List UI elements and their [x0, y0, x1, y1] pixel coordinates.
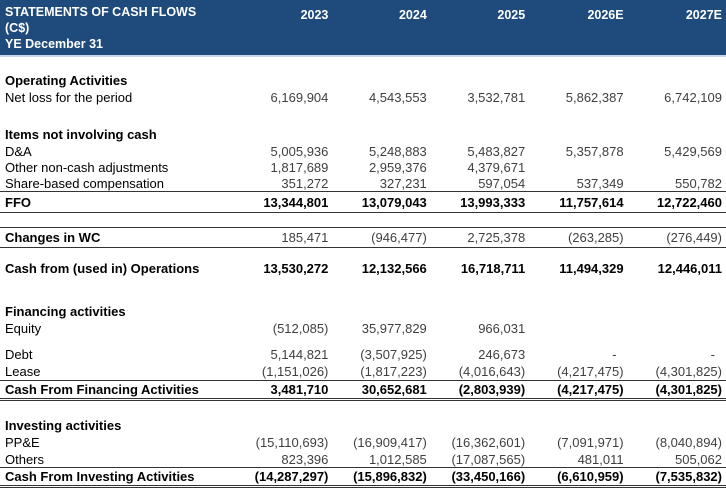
row-label: Financing activities [5, 304, 126, 319]
value-cell-2024: (3,507,925) [360, 347, 427, 362]
statement-title-line-3: YE December 31 [5, 37, 103, 51]
value-cell-2024: 13,079,043 [361, 194, 427, 210]
value-cell-2023: 351,272 [281, 175, 329, 191]
row-label: Cash from (used in) Operations [5, 260, 200, 276]
row-label: Other non-cash adjustments [5, 159, 169, 175]
value-cell-2023: 1,817,689 [270, 159, 329, 175]
value-cell-2024: 12,132,566 [361, 260, 427, 276]
table-row [0, 434, 726, 451]
value-cell-2023: 5,005,936 [270, 143, 329, 159]
year-column-header-2024: 2024 [398, 8, 427, 22]
value-cell-2023: 13,530,272 [263, 260, 329, 276]
value-cell-2027e: (276,449) [666, 230, 722, 245]
value-cell-2027e: 6,742,109 [664, 89, 722, 105]
value-cell-2023: 6,169,904 [270, 89, 329, 105]
spacer-row [0, 57, 726, 72]
value-cell-2023: 185,471 [281, 230, 329, 245]
value-cell-2023: 3,481,710 [270, 382, 329, 397]
value-cell-2023: (15,110,693) [255, 435, 329, 450]
value-cell-2025: 4,379,671 [467, 159, 526, 175]
table-header [0, 0, 726, 57]
section-row [0, 126, 726, 143]
row-label: PP&E [5, 435, 40, 450]
value-cell-2026e: (4,217,475) [557, 382, 624, 397]
value-cell-2023: (14,287,297) [254, 469, 329, 484]
value-cell-2027e: (7,535,832) [655, 469, 722, 484]
section-row [0, 72, 726, 89]
table-row [0, 159, 726, 175]
value-cell-2026e: 11,757,614 [559, 194, 624, 210]
value-cell-2024: 4,543,553 [368, 89, 427, 105]
value-cell-2026e: (7,091,971) [557, 435, 624, 450]
value-cell-2026e: 537,349 [576, 175, 624, 191]
year-column-header-2027e: 2027E [685, 8, 722, 22]
value-cell-2026e: 481,011 [577, 451, 624, 467]
table-row [0, 451, 726, 468]
statement-title-line-1: STATEMENTS OF CASH FLOWS [5, 5, 197, 19]
value-cell-2025: (2,803,939) [458, 382, 526, 397]
value-cell-2027e: 12,446,011 [657, 260, 722, 276]
value-cell-2023: (1,151,026) [261, 364, 329, 379]
value-cell-2024: 5,248,883 [368, 143, 427, 159]
value-cell-2025: 966,031 [478, 321, 526, 336]
table-row [0, 89, 726, 105]
row-label: Items not involving cash [5, 127, 157, 142]
value-cell-2025: (17,087,565) [451, 451, 526, 467]
value-cell-2025: 597,054 [478, 175, 526, 191]
value-cell-2026e: (263,285) [567, 230, 624, 245]
value-cell-2025: 5,483,827 [467, 143, 526, 159]
value-cell-2025: 3,532,781 [467, 89, 526, 105]
year-column-header-2026e: 2026E [587, 8, 624, 22]
year-column-header-2023: 2023 [300, 8, 329, 22]
row-label: D&A [5, 143, 32, 159]
value-cell-2027e: (4,301,825) [655, 364, 722, 379]
value-cell-2027e: 550,782 [675, 175, 722, 191]
spacer-row [0, 213, 726, 228]
value-cell-2026e: 5,357,878 [565, 143, 624, 159]
section-row [0, 417, 726, 434]
row-label: Cash From Financing Activities [5, 382, 199, 397]
row-label: FFO [5, 194, 31, 210]
value-cell-2025: 16,718,711 [460, 260, 526, 276]
value-cell-2027e: 5,429,569 [664, 143, 722, 159]
statement-title [0, 0, 234, 55]
spacer-row [0, 105, 726, 126]
row-label: Changes in WC [5, 230, 101, 245]
value-cell-2027e: 12,722,460 [656, 194, 722, 210]
value-cell-2027e: - [710, 347, 715, 362]
value-cell-2025: (33,450,166) [451, 469, 526, 484]
row-label: Investing activities [5, 418, 122, 433]
value-cell-2023: 823,396 [281, 451, 329, 467]
table-row [0, 192, 726, 213]
value-cell-2024: 35,977,829 [361, 321, 427, 336]
value-cell-2027e: (4,301,825) [655, 382, 722, 397]
row-label: Share-based compensation [5, 175, 164, 191]
value-cell-2025: (16,362,601) [451, 435, 526, 450]
value-cell-2025: 13,993,333 [460, 194, 526, 210]
value-cell-2026e: 11,494,329 [559, 260, 624, 276]
spacer-row [0, 337, 726, 346]
value-cell-2026e: 5,862,387 [565, 89, 624, 105]
value-cell-2023: 13,344,801 [263, 194, 329, 210]
spacer-row [0, 401, 726, 417]
row-label: Others [5, 451, 45, 467]
value-cell-2024: 2,959,376 [368, 159, 427, 175]
row-label: Debt [5, 347, 33, 362]
value-cell-2024: (16,909,417) [353, 435, 427, 450]
row-label: Net loss for the period [5, 89, 133, 105]
value-cell-2024: (15,896,832) [353, 469, 427, 484]
table-row [0, 381, 726, 401]
value-cell-2026e: - [612, 347, 617, 362]
table-row [0, 468, 726, 488]
value-cell-2023: 5,144,821 [270, 347, 329, 362]
year-column-header-2025: 2025 [497, 8, 526, 22]
table-row [0, 259, 726, 277]
value-cell-2025: 2,725,378 [467, 230, 526, 245]
table-row [0, 175, 726, 192]
table-row [0, 346, 726, 363]
value-cell-2026e: (6,610,959) [557, 469, 624, 484]
table-row [0, 228, 726, 248]
table-row [0, 143, 726, 159]
value-cell-2024: 327,231 [379, 175, 427, 191]
value-cell-2024: (1,817,223) [360, 364, 427, 379]
value-cell-2024: 1,012,585 [368, 451, 427, 467]
row-label: Cash From Investing Activities [5, 469, 195, 484]
value-cell-2027e: (8,040,894) [655, 435, 722, 450]
row-label: Lease [5, 364, 41, 379]
value-cell-2027e: 505,062 [675, 451, 722, 467]
section-row [0, 303, 726, 320]
table-row [0, 320, 726, 337]
value-cell-2023: (512,085) [272, 321, 329, 336]
value-cell-2024: (946,477) [371, 230, 427, 245]
value-cell-2025: (4,016,643) [458, 364, 526, 379]
table-body [0, 57, 726, 488]
row-label: Equity [5, 321, 42, 336]
spacer-row [0, 277, 726, 303]
statement-title-line-2: (C$) [5, 21, 30, 35]
row-label: Operating Activities [5, 73, 128, 88]
table-row [0, 363, 726, 381]
value-cell-2024: 30,652,681 [361, 382, 427, 397]
value-cell-2025: 246,673 [478, 347, 526, 362]
spacer-row [0, 248, 726, 259]
value-cell-2026e: (4,217,475) [557, 364, 624, 379]
